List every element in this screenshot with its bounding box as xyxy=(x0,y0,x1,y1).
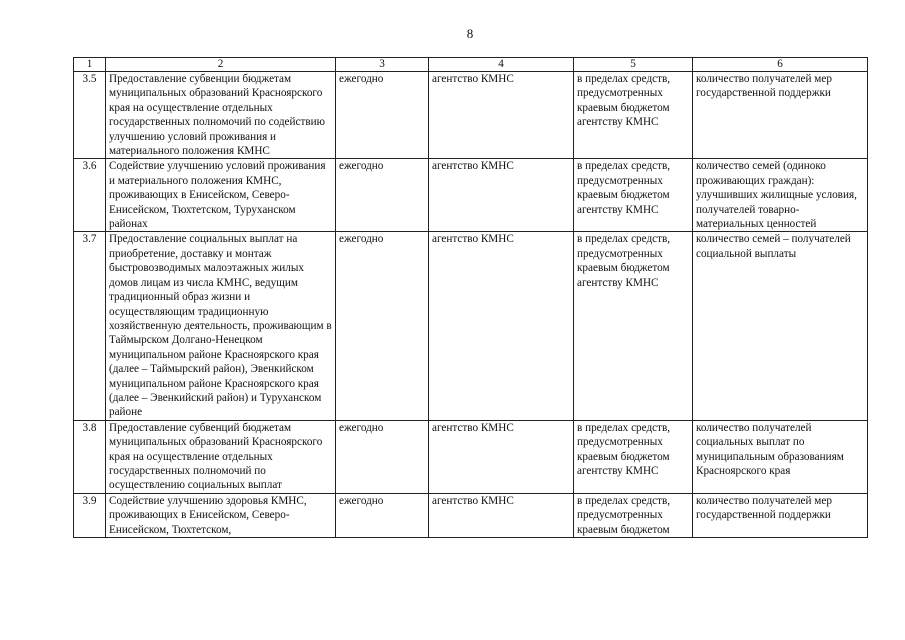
measure-name: Содействие улучшению условий проживания и материального положения КМНС, проживающих в Енисейском, Северо-Енисейском, Тюхтетском, Туруханском районах xyxy=(106,159,336,232)
measure-name: Предоставление социальных выплат на приобретение, доставку и монтаж быстровозводимых малоэтажных жилых домов лицам из числа КМНС, ведущим традиционный образ жизни и осуществляющим традиционную хозяйственную деятельность, проживающим в Таймырском Долгано-Ненецком муниципальном районе Красноярского края (далее – Таймырский район), Эвенкийском муниципальном районе Красноярского края (далее – Эвенкийский район) и Туруханском районе xyxy=(106,232,336,420)
column-header: 6 xyxy=(693,58,868,72)
column-header: 3 xyxy=(336,58,429,72)
indicator: количество получателей мер государственной поддержки xyxy=(693,72,868,159)
table-row xyxy=(74,72,868,159)
measure-name: Содействие улучшению здоровья КМНС, проживающих в Енисейском, Северо-Енисейском, Тюхтетском, xyxy=(106,493,336,537)
row-number: 3.6 xyxy=(74,159,106,232)
column-header: 5 xyxy=(574,58,693,72)
row-number: 3.5 xyxy=(74,72,106,159)
funding-source: в пределах средств, предусмотренных краевым бюджетом агентству КМНС xyxy=(574,72,693,159)
indicator: количество получателей мер государственной поддержки xyxy=(693,493,868,537)
funding-source: в пределах средств, предусмотренных краевым бюджетом агентству КМНС xyxy=(574,159,693,232)
period: ежегодно xyxy=(336,420,429,493)
table-row xyxy=(74,159,868,232)
table-row xyxy=(74,420,868,493)
funding-source: в пределах средств, предусмотренных краевым бюджетом агентству КМНС xyxy=(574,420,693,493)
row-number: 3.7 xyxy=(74,232,106,420)
row-number: 3.8 xyxy=(74,420,106,493)
executor: агентство КМНС xyxy=(429,493,574,537)
executor: агентство КМНС xyxy=(429,72,574,159)
period: ежегодно xyxy=(336,72,429,159)
period: ежегодно xyxy=(336,159,429,232)
indicator: количество семей (одиноко проживающих граждан): улучшивших жилищные условия, получателей товарно-материальных ценностей xyxy=(693,159,868,232)
period: ежегодно xyxy=(336,493,429,537)
measure-name: Предоставление субвенции бюджетам муниципальных образований Красноярского края на осуществление отдельных государственных полномочий по содействию улучшению условий проживания и материального положения КМНС xyxy=(106,72,336,159)
table-row xyxy=(74,232,868,420)
table-header-row xyxy=(74,58,868,72)
measures-table xyxy=(73,57,868,538)
funding-source: в пределах средств, предусмотренных краевым бюджетом xyxy=(574,493,693,537)
executor: агентство КМНС xyxy=(429,159,574,232)
column-header: 1 xyxy=(74,58,106,72)
row-number: 3.9 xyxy=(74,493,106,537)
measure-name: Предоставление субвенций бюджетам муниципальных образований Красноярского края на осуществление отдельных государственных полномочий по осуществлению социальных выплат xyxy=(106,420,336,493)
indicator: количество семей – получателей социальной выплаты xyxy=(693,232,868,420)
page-number: 8 xyxy=(466,26,474,41)
column-header: 2 xyxy=(106,58,336,72)
executor: агентство КМНС xyxy=(429,420,574,493)
table-row xyxy=(74,493,868,537)
funding-source: в пределах средств, предусмотренных краевым бюджетом агентству КМНС xyxy=(574,232,693,420)
indicator: количество получателей социальных выплат по муниципальным образованиям Красноярского края xyxy=(693,420,868,493)
executor: агентство КМНС xyxy=(429,232,574,420)
column-header: 4 xyxy=(429,58,574,72)
period: ежегодно xyxy=(336,232,429,420)
